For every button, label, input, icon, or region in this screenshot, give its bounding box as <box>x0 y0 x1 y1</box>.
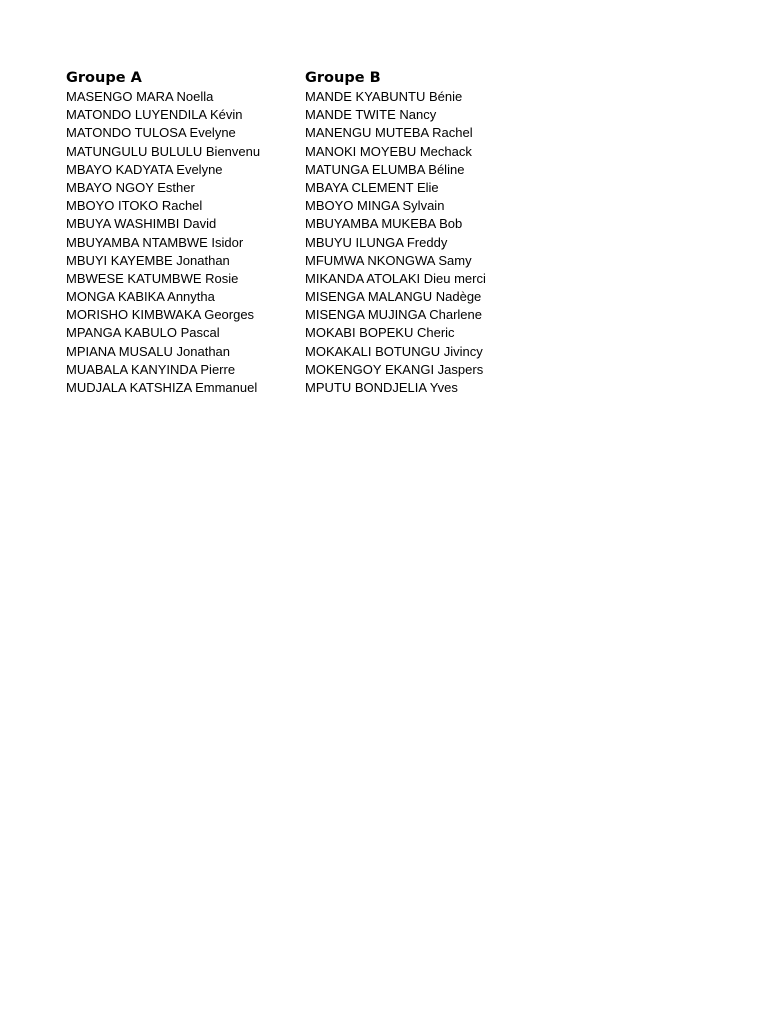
member-name: MANOKI MOYEBU Mechack <box>305 143 472 159</box>
member-name: MOKAKALI BOTUNGU Jivincy <box>305 343 483 359</box>
group-a-title: Groupe A <box>66 70 142 86</box>
member-name: MFUMWA NKONGWA Samy <box>305 252 472 268</box>
member-name: MORISHO KIMBWAKA Georges <box>66 307 255 323</box>
group-a-list <box>66 88 301 397</box>
member-name: MBUYA WASHIMBI David <box>66 216 217 232</box>
member-name: MBUYAMBA MUKEBA Bob <box>305 216 463 232</box>
member-name: MBOYO MINGA Sylvain <box>305 198 445 214</box>
member-name: MBWESE KATUMBWE Rosie <box>66 270 239 286</box>
member-name: MOKENGOY EKANGI Jaspers <box>305 361 484 377</box>
group-b-list <box>305 88 545 397</box>
member-name: MATONDO TULOSA Evelyne <box>66 125 236 141</box>
member-name: MBUYI KAYEMBE Jonathan <box>66 252 230 268</box>
member-name: MBAYA CLEMENT Elie <box>305 179 439 195</box>
member-name: MONGA KABIKA Annytha <box>66 289 215 305</box>
member-name: MASENGO MARA Noella <box>66 89 214 104</box>
group-b-column <box>305 68 545 397</box>
member-name: MPUTU BONDJELIA Yves <box>305 380 458 395</box>
member-name: MBUYU ILUNGA Freddy <box>305 234 448 250</box>
member-name: MANDE TWITE Nancy <box>305 107 437 123</box>
member-name: MISENGA MUJINGA Charlene <box>305 307 482 323</box>
member-name: MBUYAMBA NTAMBWE Isidor <box>66 234 244 250</box>
member-name: MOKABI BOPEKU Cheric <box>305 325 455 341</box>
group-a-column <box>66 68 301 397</box>
member-name: MBAYO KADYATA Evelyne <box>66 161 223 177</box>
member-name: MANENGU MUTEBA Rachel <box>305 125 473 141</box>
member-name: MBAYO NGOY Esther <box>66 179 195 195</box>
member-name: MPANGA KABULO Pascal <box>66 325 220 341</box>
member-name: MUDJALA KATSHIZA Emmanuel <box>66 380 258 395</box>
member-name: MATUNGA ELUMBA Béline <box>305 161 465 177</box>
member-name: MIKANDA ATOLAKI Dieu merci <box>305 270 486 286</box>
member-name: MUABALA KANYINDA Pierre <box>66 361 236 377</box>
member-name: MATONDO LUYENDILA Kévin <box>66 107 243 123</box>
member-name: MBOYO ITOKO Rachel <box>66 198 203 214</box>
member-name: MATUNGULU BULULU Bienvenu <box>66 143 261 159</box>
member-name: MISENGA MALANGU Nadège <box>305 289 482 305</box>
group-b-title: Groupe B <box>305 70 381 86</box>
member-name: MANDE KYABUNTU Bénie <box>305 89 463 104</box>
member-name: MPIANA MUSALU Jonathan <box>66 343 231 359</box>
